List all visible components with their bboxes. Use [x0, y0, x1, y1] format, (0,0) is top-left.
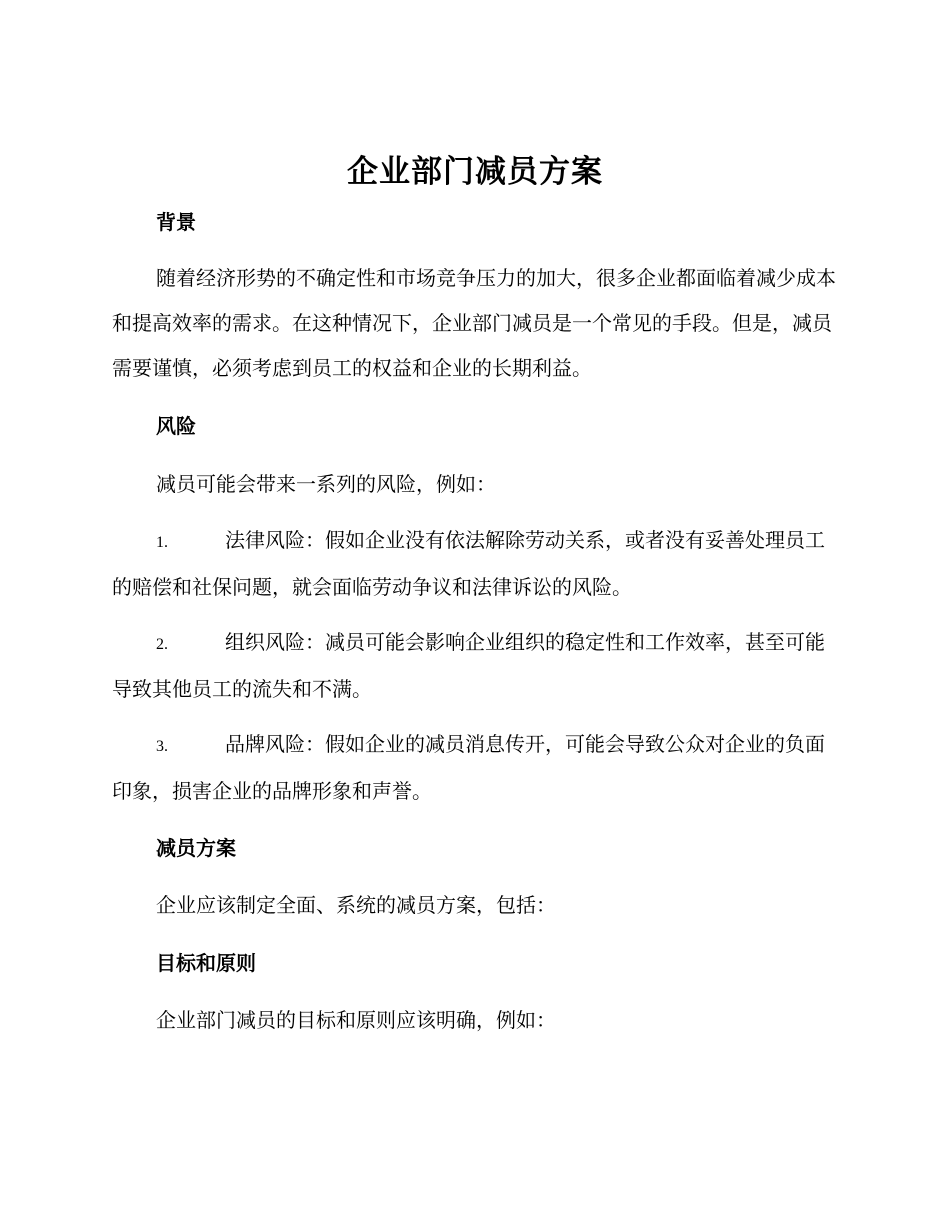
heading-plan: 减员方案 — [156, 836, 236, 860]
heading-goals: 目标和原则 — [156, 951, 256, 975]
list-item-text: 组织风险：减员可能会影响企业组织的稳定性和工作效率，甚至可能导致其他员工的流失和不满。 — [112, 630, 825, 701]
risks-intro: 减员可能会带来一系列的风险，例如： — [156, 472, 496, 496]
list-item-text: 品牌风险：假如企业的减员消息传开，可能会导致公众对企业的负面印象，损害企业的品牌形象和声誉。 — [112, 732, 825, 803]
heading-background: 背景 — [156, 210, 196, 234]
list-item-org-risk — [112, 620, 837, 712]
paragraph-background: 随着经济形势的不确定性和市场竞争压力的加大，很多企业都面临着减少成本和提高效率的需求。在这种情况下，企业部门减员是一个常见的手段。但是，减员需要谨慎，必须考虑到员工的权益和企业的长期利益。 — [112, 266, 836, 380]
list-item-brand-risk — [112, 722, 837, 814]
list-item-text: 法律风险：假如企业没有依法解除劳动关系，或者没有妥善处理员工的赔偿和社保问题，就会面临劳动争议和法律诉讼的风险。 — [112, 528, 825, 599]
goals-intro: 企业部门减员的目标和原则应该明确，例如： — [156, 1008, 556, 1032]
list-item-legal-risk — [112, 518, 837, 610]
plan-intro: 企业应该制定全面、系统的减员方案，包括： — [156, 893, 556, 917]
document-title: 企业部门减员方案 — [347, 154, 603, 190]
list-number: 2. — [156, 636, 168, 653]
list-number: 3. — [156, 738, 168, 755]
heading-risks: 风险 — [156, 414, 196, 438]
list-number: 1. — [156, 534, 168, 551]
